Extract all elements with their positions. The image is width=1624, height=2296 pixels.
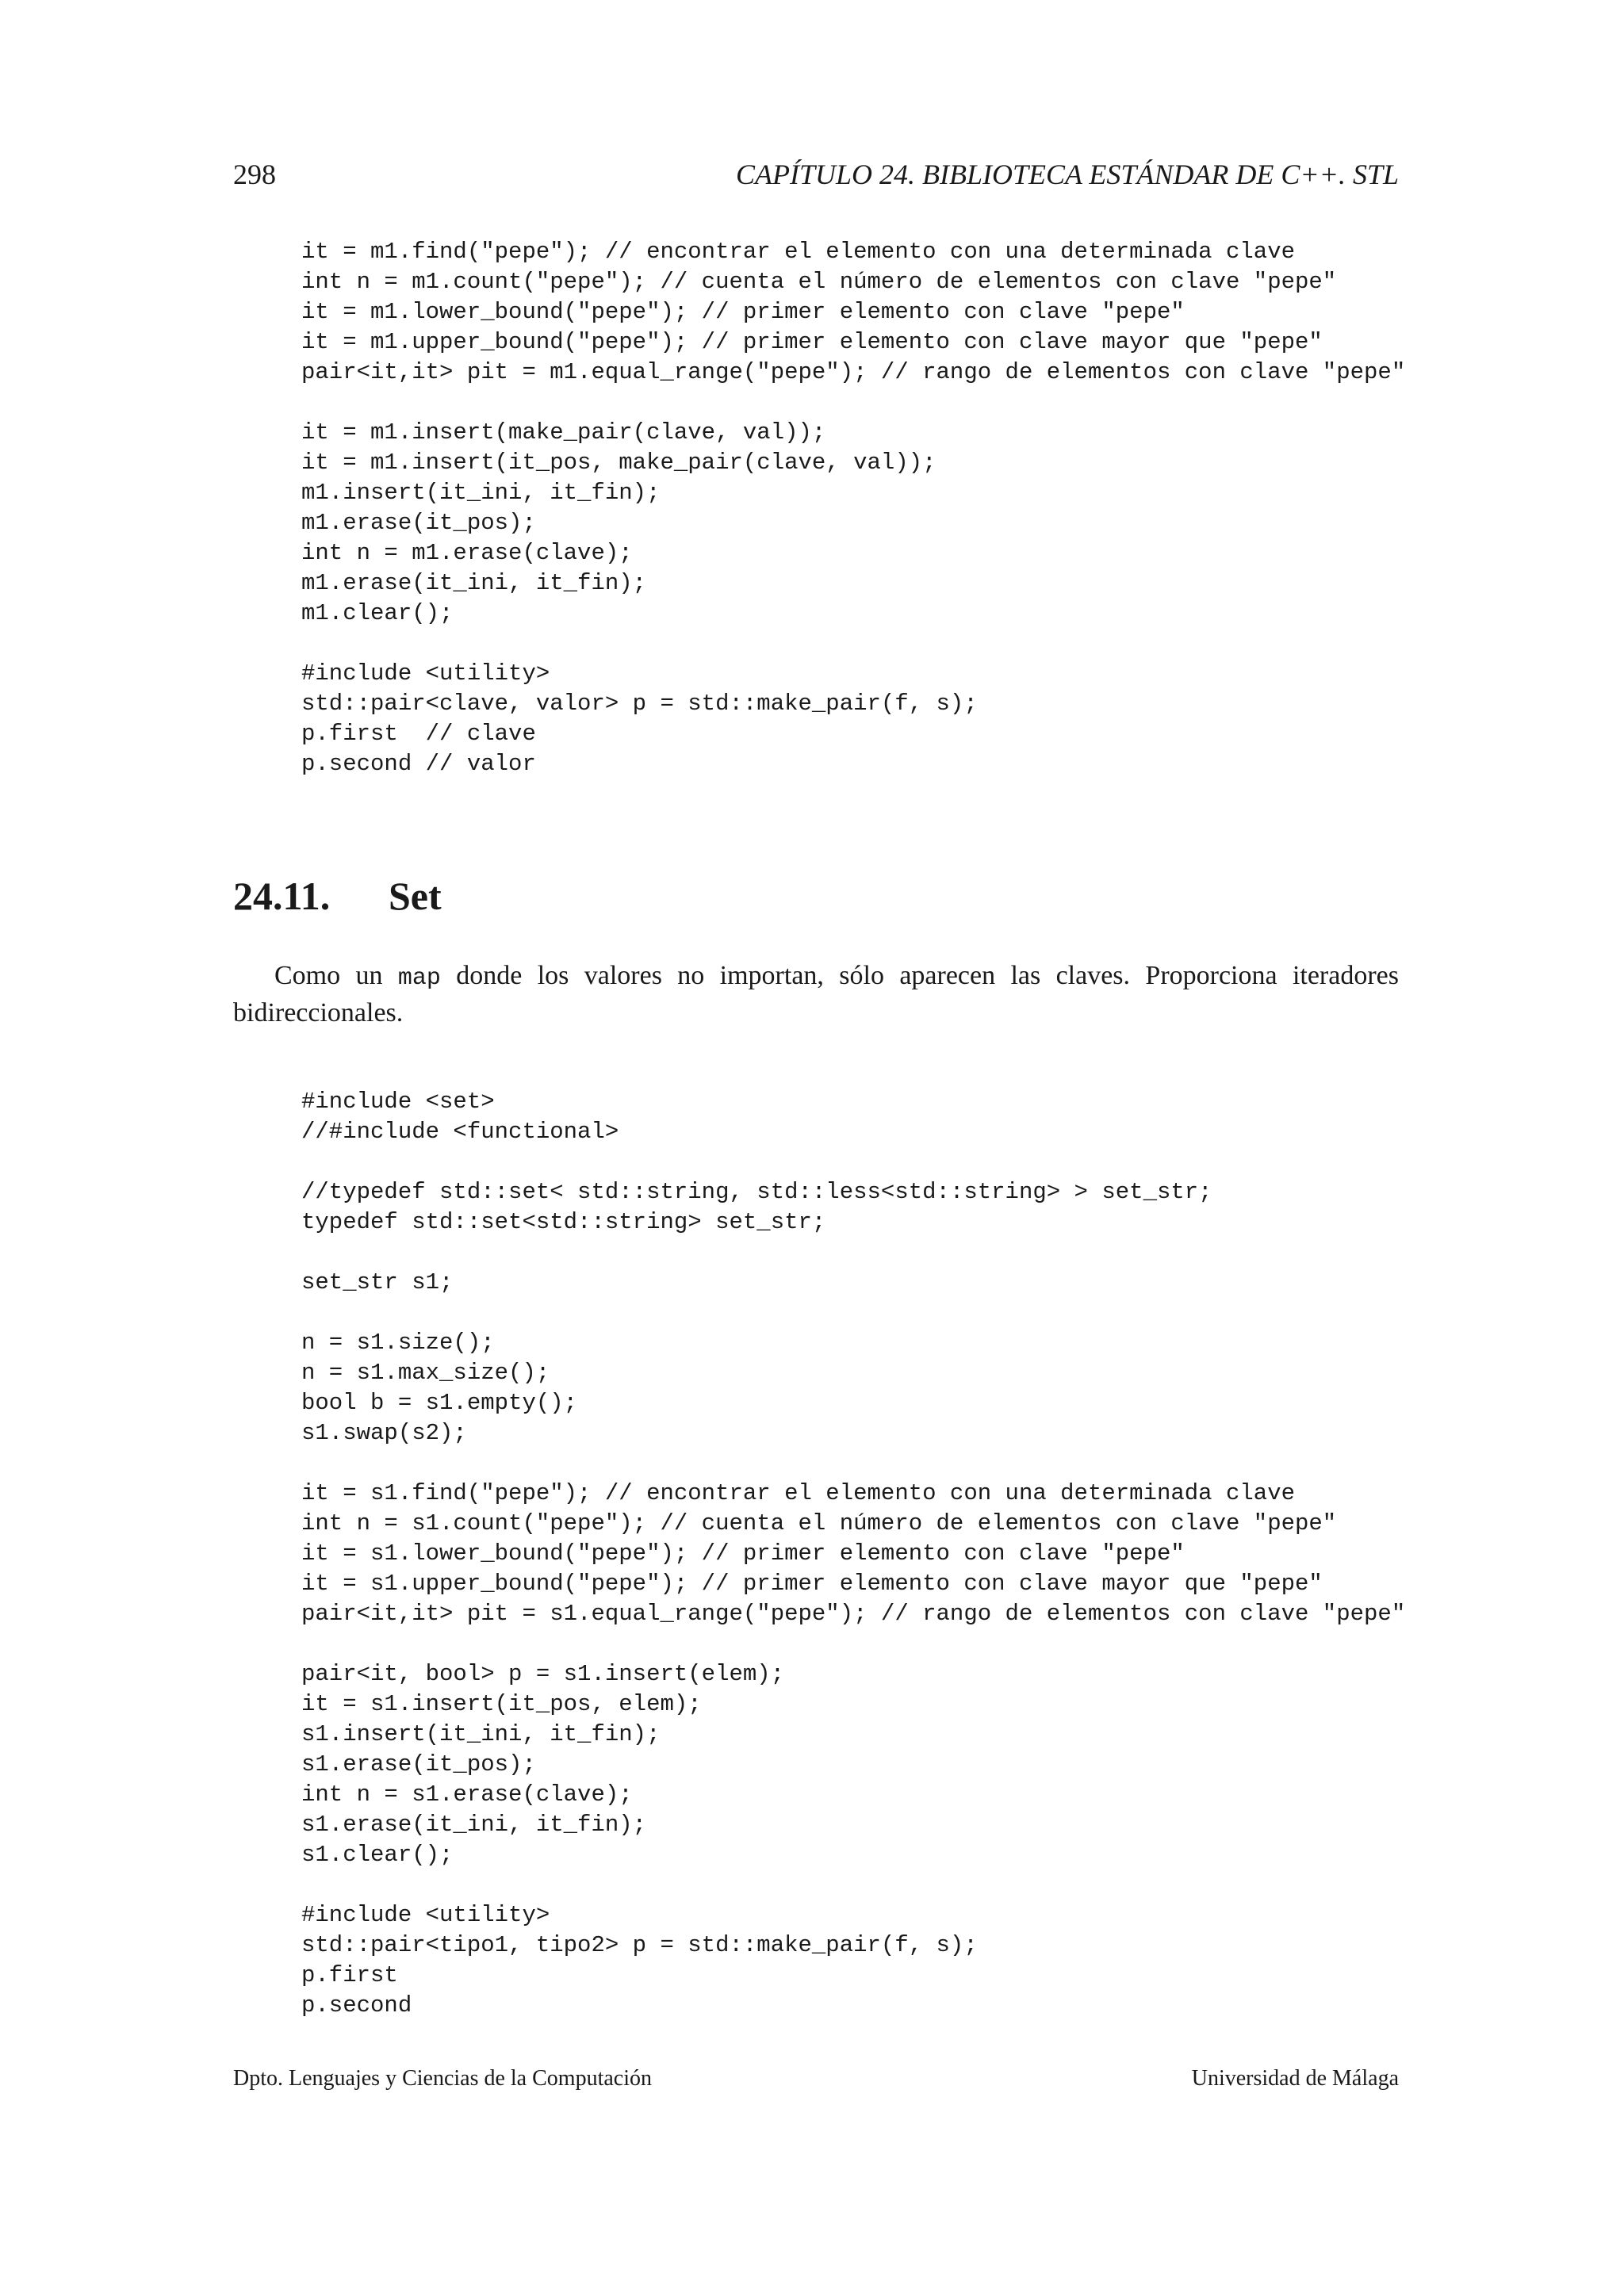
running-head	[233, 155, 1399, 193]
section-title: Set	[389, 874, 442, 918]
page-footer	[233, 2063, 1399, 2095]
code-line: p.first // clave	[301, 721, 536, 747]
code-line: m1.insert(it_ini, it_fin);	[301, 480, 661, 506]
code-line: pair<it,it> pit = m1.equal_range("pepe"); // rango de elementos con clave "pepe"	[301, 359, 1406, 385]
code-line: it = s1.find("pepe"); // encontrar el elemento con una determinada clave	[301, 1480, 1296, 1506]
code-line: m1.erase(it_pos);	[301, 510, 536, 536]
code-line: p.second // valor	[301, 751, 536, 777]
code-line: s1.erase(it_pos);	[301, 1751, 536, 1777]
code-line	[301, 1629, 1405, 1659]
code-line: int n = m1.erase(clave);	[301, 540, 633, 566]
code-line: pair<it,it> pit = s1.equal_range("pepe"); // rango de elementos con clave "pepe"	[301, 1601, 1406, 1627]
code-line	[301, 1448, 1405, 1479]
code-line: s1.insert(it_ini, it_fin);	[301, 1721, 661, 1747]
code-line	[301, 1147, 1405, 1177]
code-line	[301, 1870, 1405, 1900]
code-line: pair<it, bool> p = s1.insert(elem);	[301, 1661, 785, 1687]
code-line: std::pair<clave, valor> p = std::make_pair(f, s);	[301, 691, 978, 717]
code-line	[301, 629, 1405, 659]
code-line: m1.clear();	[301, 600, 454, 626]
code-line	[301, 388, 1405, 418]
code-line: int n = s1.erase(clave);	[301, 1781, 633, 1808]
inline-code-map: map	[397, 965, 441, 992]
code-line: int n = m1.count("pepe"); // cuenta el número de elementos con clave "pepe"	[301, 269, 1337, 295]
code-line: set_str s1;	[301, 1269, 454, 1295]
code-line	[301, 1298, 1405, 1328]
code-line: //typedef std::set< std::string, std::less<std::string> > set_str;	[301, 1179, 1212, 1205]
intro-text-start: Como un	[274, 961, 398, 990]
code-line: bool b = s1.empty();	[301, 1390, 578, 1416]
code-line: m1.erase(it_ini, it_fin);	[301, 570, 647, 596]
code-line: it = s1.lower_bound("pepe"); // primer elemento con clave "pepe"	[301, 1540, 1185, 1567]
section-number: 24.11.	[233, 874, 331, 918]
code-line: it = m1.insert(make_pair(clave, val));	[301, 419, 826, 446]
code-line: it = m1.find("pepe"); // encontrar el elemento con una determinada clave	[301, 239, 1296, 265]
code-line: typedef std::set<std::string> set_str;	[301, 1209, 826, 1235]
intro-paragraph	[233, 959, 1399, 1030]
code-line: int n = s1.count("pepe"); // cuenta el número de elementos con clave "pepe"	[301, 1510, 1337, 1536]
code-line: it = s1.insert(it_pos, elem);	[301, 1691, 702, 1717]
code-line	[301, 1238, 1405, 1268]
code-line: p.second	[301, 1992, 412, 2019]
code-line: #include <utility>	[301, 660, 550, 687]
section-heading	[233, 872, 442, 920]
footer-department: Dpto. Lenguajes y Ciencias de la Computación	[233, 2066, 652, 2091]
code-line: it = m1.upper_bound("pepe"); // primer elemento con clave mayor que "pepe"	[301, 329, 1323, 355]
code-line: s1.erase(it_ini, it_fin);	[301, 1812, 647, 1838]
code-line: #include <utility>	[301, 1902, 550, 1928]
footer-university: Universidad de Málaga	[1191, 2066, 1399, 2091]
code-line: //#include <functional>	[301, 1119, 619, 1145]
code-line: s1.swap(s2);	[301, 1420, 467, 1446]
code-line: n = s1.size();	[301, 1330, 495, 1356]
code-line: #include <set>	[301, 1089, 495, 1115]
code-line: p.first	[301, 1962, 398, 1988]
code-line: n = s1.max_size();	[301, 1360, 550, 1386]
chapter-title: CAPÍTULO 24. BIBLIOTECA ESTÁNDAR DE C++. STL	[736, 159, 1399, 190]
map-code-block	[301, 237, 1405, 779]
code-line: s1.clear();	[301, 1842, 454, 1868]
code-line: it = m1.insert(it_pos, make_pair(clave, val));	[301, 450, 936, 476]
code-line: std::pair<tipo1, tipo2> p = std::make_pair(f, s);	[301, 1932, 978, 1958]
code-line: it = m1.lower_bound("pepe"); // primer elemento con clave "pepe"	[301, 299, 1185, 325]
set-code-block	[301, 1087, 1405, 2021]
intro-text-end: donde los valores no importan, sólo aparecen las claves. Proporciona iteradores bidireccionales.	[233, 961, 1399, 1027]
page-number: 298	[233, 159, 276, 190]
code-line: it = s1.upper_bound("pepe"); // primer elemento con clave mayor que "pepe"	[301, 1571, 1323, 1597]
